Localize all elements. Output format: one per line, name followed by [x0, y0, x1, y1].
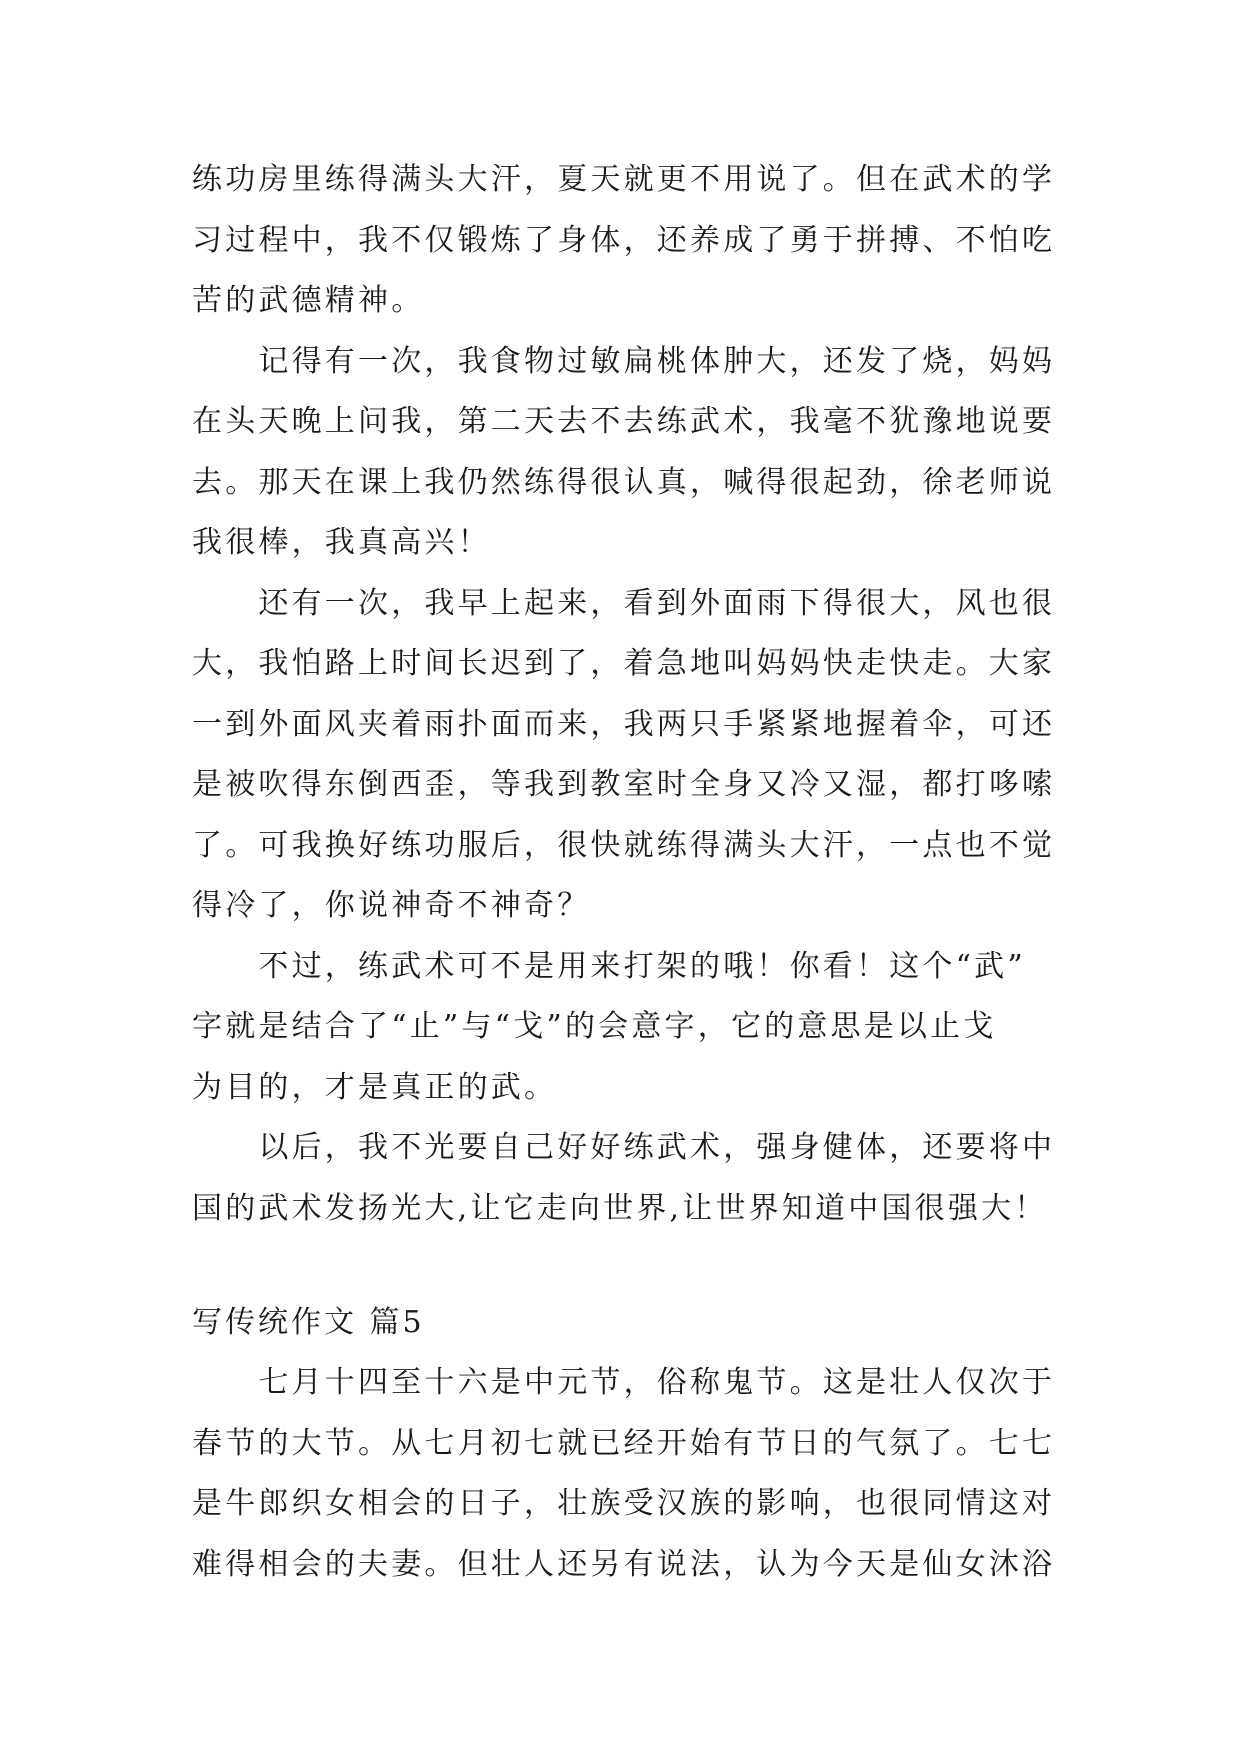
text-line: 练功房里练得满头大汗，夏天就更不用说了。但在武术的学: [192, 162, 1056, 197]
document-body: [192, 150, 1056, 1595]
text-line: 不过，练武术可不是用来打架的哦！你看！这个“武”: [192, 948, 1026, 984]
text-line: 在头天晚上问我，第二天去不去练武术，我毫不犹豫地说要: [192, 404, 1056, 439]
text-line: 习过程中，我不仅锻炼了身体，还养成了勇于拼搏、不怕吃: [192, 222, 1056, 258]
text-line: 大，我怕路上时间长迟到了，着急地叫妈妈快走快走。大家: [192, 646, 1056, 681]
text-line: 以后，我不光要自己好好练武术，强身健体，还要将中: [192, 1130, 1056, 1165]
text-line: 记得有一次，我食物过敏扁桃体肿大，还发了烧，妈妈: [192, 343, 1056, 379]
text-line: 了。可我换好练功服后，很快就练得满头大汗，一点也不觉: [192, 827, 1056, 863]
paragraph: [192, 574, 1056, 937]
text-line: 国的武术发扬光大,让它走向世界,让世界知道中国很强大！: [192, 1190, 1048, 1226]
paragraph: [192, 332, 1056, 574]
text-line: 去。那天在课上我仍然练得很认真，喊得很起劲，徐老师说: [192, 464, 1056, 500]
text-line: 得冷了，你说神奇不神奇？: [192, 888, 591, 923]
text-line: 一到外面风夹着雨扑面而来，我两只手紧紧地握着伞，可还: [192, 706, 1056, 742]
paragraph: [192, 1118, 1056, 1239]
text-line: 苦的武德精神。: [192, 283, 425, 318]
section-heading: 写传统作文 篇5: [192, 1305, 425, 1340]
text-line: 字就是结合了“止”与“戈”的会意字，它的意思是以止戈: [192, 1009, 997, 1044]
text-line: 为目的，才是真正的武。: [192, 1069, 558, 1105]
text-line: 我很棒，我真高兴！: [192, 525, 491, 560]
text-line: 春节的大节。从七月初七就已经开始有节日的气氛了。七七: [192, 1425, 1056, 1461]
paragraph: [192, 1353, 1056, 1595]
text-line: 七月十四至十六是中元节，俗称鬼节。这是壮人仅次于: [192, 1365, 1056, 1400]
text-line: 难得相会的夫妻。但壮人还另有说法，认为今天是仙女沐浴: [192, 1546, 1056, 1582]
text-line: 还有一次，我早上起来，看到外面雨下得很大，风也很: [192, 585, 1056, 621]
paragraph: [192, 937, 1052, 1119]
text-line: 是被吹得东倒西歪，等我到教室时全身又冷又湿，都打哆嗦: [192, 767, 1056, 802]
section-spacer: [192, 1239, 1052, 1293]
paragraph: [192, 150, 1056, 332]
text-line: 是牛郎织女相会的日子，壮族受汉族的影响，也很同情这对: [192, 1486, 1056, 1521]
